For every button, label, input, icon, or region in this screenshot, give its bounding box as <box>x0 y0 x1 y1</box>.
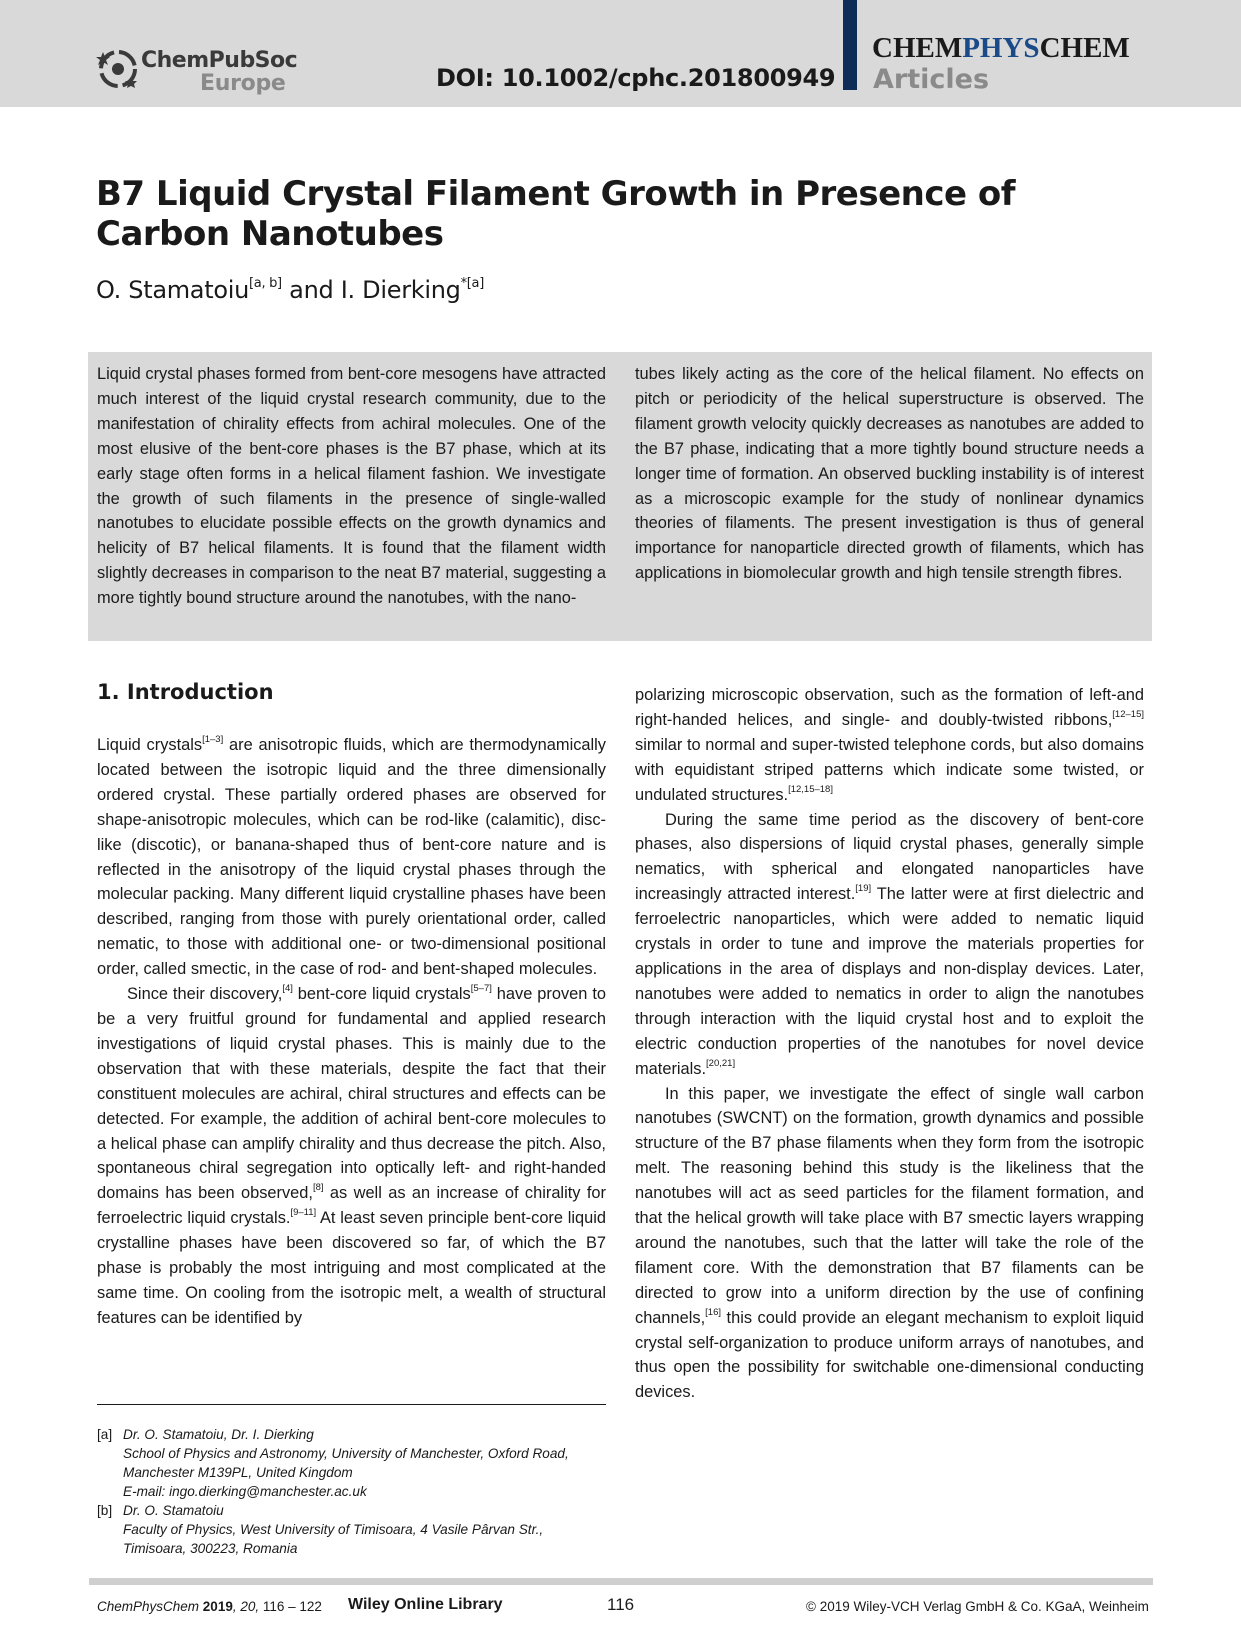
doi[interactable]: DOI: 10.1002/cphc.201800949 <box>436 64 836 92</box>
citation[interactable]: [8] <box>312 1182 324 1194</box>
citation[interactable]: [12–15] <box>1112 708 1144 720</box>
section-heading: 1. Introduction <box>97 680 274 704</box>
paragraph: During the same time period as the discovery of bent-core phases, also dispersions of liquid crystal phases, generally simple nematics, with spherical and elongated nanoparticles have increasingly attracted interest.[19] The latter were at first dielectric and ferroelectric nanoparticles, which were added to nematic liquid crystals in order to tune and improve the materials properties for applications in the area of displays and non-display devices. Later, nanotubes were added to nematics in order to align the nanotubes through interaction with the liquid crystal host and to exploit the electric conduction properties of the nanotubes for novel device materials.[20,21] <box>635 810 1144 1078</box>
citation[interactable]: [9–11] <box>290 1207 317 1219</box>
footnote-divider <box>97 1404 606 1405</box>
article-title: B7 Liquid Crystal Filament Growth in Presence of Carbon Nanotubes <box>96 174 1016 254</box>
logo-title: ChemPubSoc <box>141 48 298 73</box>
paragraph: In this paper, we investigate the effect of single wall carbon nanotubes (SWCNT) on the formation, growth dynamics and possible structure of the B7 phase filaments when they form from the isotropic melt. The reasoning behind this study is the likeliness that the nanotubes will act as seed particles for the filament formation, and that the helical growth will take place with B7 smectic layers wrapping around the nanotubes, such that the latter will take the role of the filament core. With the demonstration that B7 filaments can be directed to grow into a uniform direction by the use of confining channels,[16] this could provide an elegant mechanism to exploit liquid crystal self-organization to produce uniform arrays of nanotubes, and thus open the possibility for switchable one-dimensional conducting devices. <box>635 1084 1144 1402</box>
citation[interactable]: [4] <box>282 983 293 995</box>
body-left-column <box>97 733 606 1331</box>
paragraph: polarizing microscopic observation, such as the formation of left-and right-handed helices, and single- and doubly-twisted ribbons,[12–15] similar to normal and super-twisted telephone cords, but also domains with equidistant striped patterns which indicate some twisted, or undulated structures.[12,15–18] <box>635 686 1144 804</box>
footer-rule <box>89 1578 1153 1585</box>
wiley-online-library-link[interactable]: Wiley Online Library <box>348 1596 503 1613</box>
page-number: 116 <box>607 1595 635 1614</box>
journal-name: CHEMPHYSCHEM <box>872 32 1130 64</box>
copyright: © 2019 Wiley-VCH Verlag GmbH & Co. KGaA, Weinheim <box>806 1599 1149 1614</box>
citation[interactable]: [5–7] <box>470 983 492 995</box>
section-label: Articles <box>873 64 990 95</box>
footnote-b: [b] Dr. O. Stamatoiu Faculty of Physics, West University of Timisoara, 4 Vasile Pârvan Str., Timisoara, 300223, Romania <box>97 1503 544 1556</box>
citation[interactable]: [1–3] <box>202 734 224 745</box>
footnote-a: [a] Dr. O. Stamatoiu, Dr. I. Dierking School of Physics and Astronomy, University of Manchester, Oxford Road, Manchester M139PL, United Kingdom E-mail: ingo.dierking@manchester.ac.uk <box>97 1425 606 1501</box>
citation[interactable]: [20,21] <box>706 1057 736 1069</box>
author-list: O. Stamatoiu[a, b] and I. Dierking$^{*[a]}$ <box>96 276 484 304</box>
citation[interactable]: [16] <box>705 1306 722 1318</box>
abstract-left-column: Liquid crystal phases formed from bent-core mesogens have attracted much interest of the liquid crystal research community, due to the manifestation of chirality effects from achiral molecules. One of the most elusive of the bent-core phases is the B7 phase, which at its early stage often forms in a helical filament fashion. We investigate the growth of such filaments in the presence of single-walled nanotubes to elucidate possible effects on the growth dynamics and helicity of B7 helical filaments. It is found that the filament width slightly decreases in comparison to the neat B7 material, suggesting a more tightly bound structure around the nanotubes, with the nano- <box>97 365 606 608</box>
abstract-right-column: tubes likely acting as the core of the helical filament. No effects on pitch or periodicity of the helical superstructure is observed. The filament growth velocity quickly decreases as nanotubes are added to the B7 phase, indicating that a more tightly bound structure needs a longer time of formation. An observed buckling instability is of interest as a microscopic example for the study of nonlinear dynamics theories of filaments. The present investigation is thus of general importance for nanoparticle directed growth of filaments, which has applications in biomolecular growth and high tensile strength fibres. <box>635 365 1144 583</box>
citation[interactable]: [19] <box>855 883 872 895</box>
affiliation-footnotes <box>97 1425 606 1558</box>
chempubsoc-logo-icon <box>95 46 141 92</box>
citation-line: ChemPhysChem 2019, 20, 116 – 122 <box>97 1599 322 1614</box>
journal-accent-bar <box>843 0 857 90</box>
logo-subtitle: Europe <box>200 71 286 96</box>
paragraph: Since their discovery,[4] bent-core liquid crystals[5–7] have proven to be a very fruitful ground for fundamental and applied research investigations of liquid crystal phases. This is mainly due to the observation that with these materials, despite the fact that their constituent molecules are achiral, chiral structures and effects can be detected. For example, the addition of achiral bent-core molecules to a helical phase can amplify chirality and thus decrease the pitch. Also, spontaneous chiral segregation into optically left- and right-handed domains has been observed,[8] as well as an increase of chirality for ferroelectric liquid crystals.[9–11] At least seven principle bent-core liquid crystalline phases have been discovered so far, of which the B7 phase is probably the most intriguing and most complicated at the same time. On cooling from the isotropic melt, a wealth of structural features can be identified by <box>97 983 607 1327</box>
body-right-column <box>635 683 1144 1405</box>
citation[interactable]: [12,15–18] <box>788 783 833 795</box>
paragraph: Liquid crystals[1–3] are anisotropic fluids, which are thermodynamically located between the isotropic liquid and the three dimensionally ordered crystal. These partially ordered phases are observed for shape-anisotropic molecules, which can be rod-like (calamitic), disc-like (discotic), or banana-shaped thus of bent-core nature and is reflected in the anisotropy of the liquid crystal phases through the molecular packing. Many different liquid crystalline phases have been described, ranging from those with purely orientational order, called nematic, to those with additional one- or two-dimensional positional order, called smectic, in the case of rod- and bent-shaped molecules. <box>97 734 606 979</box>
author-email[interactable]: E-mail: ingo.dierking@manchester.ac.uk <box>123 1484 367 1499</box>
